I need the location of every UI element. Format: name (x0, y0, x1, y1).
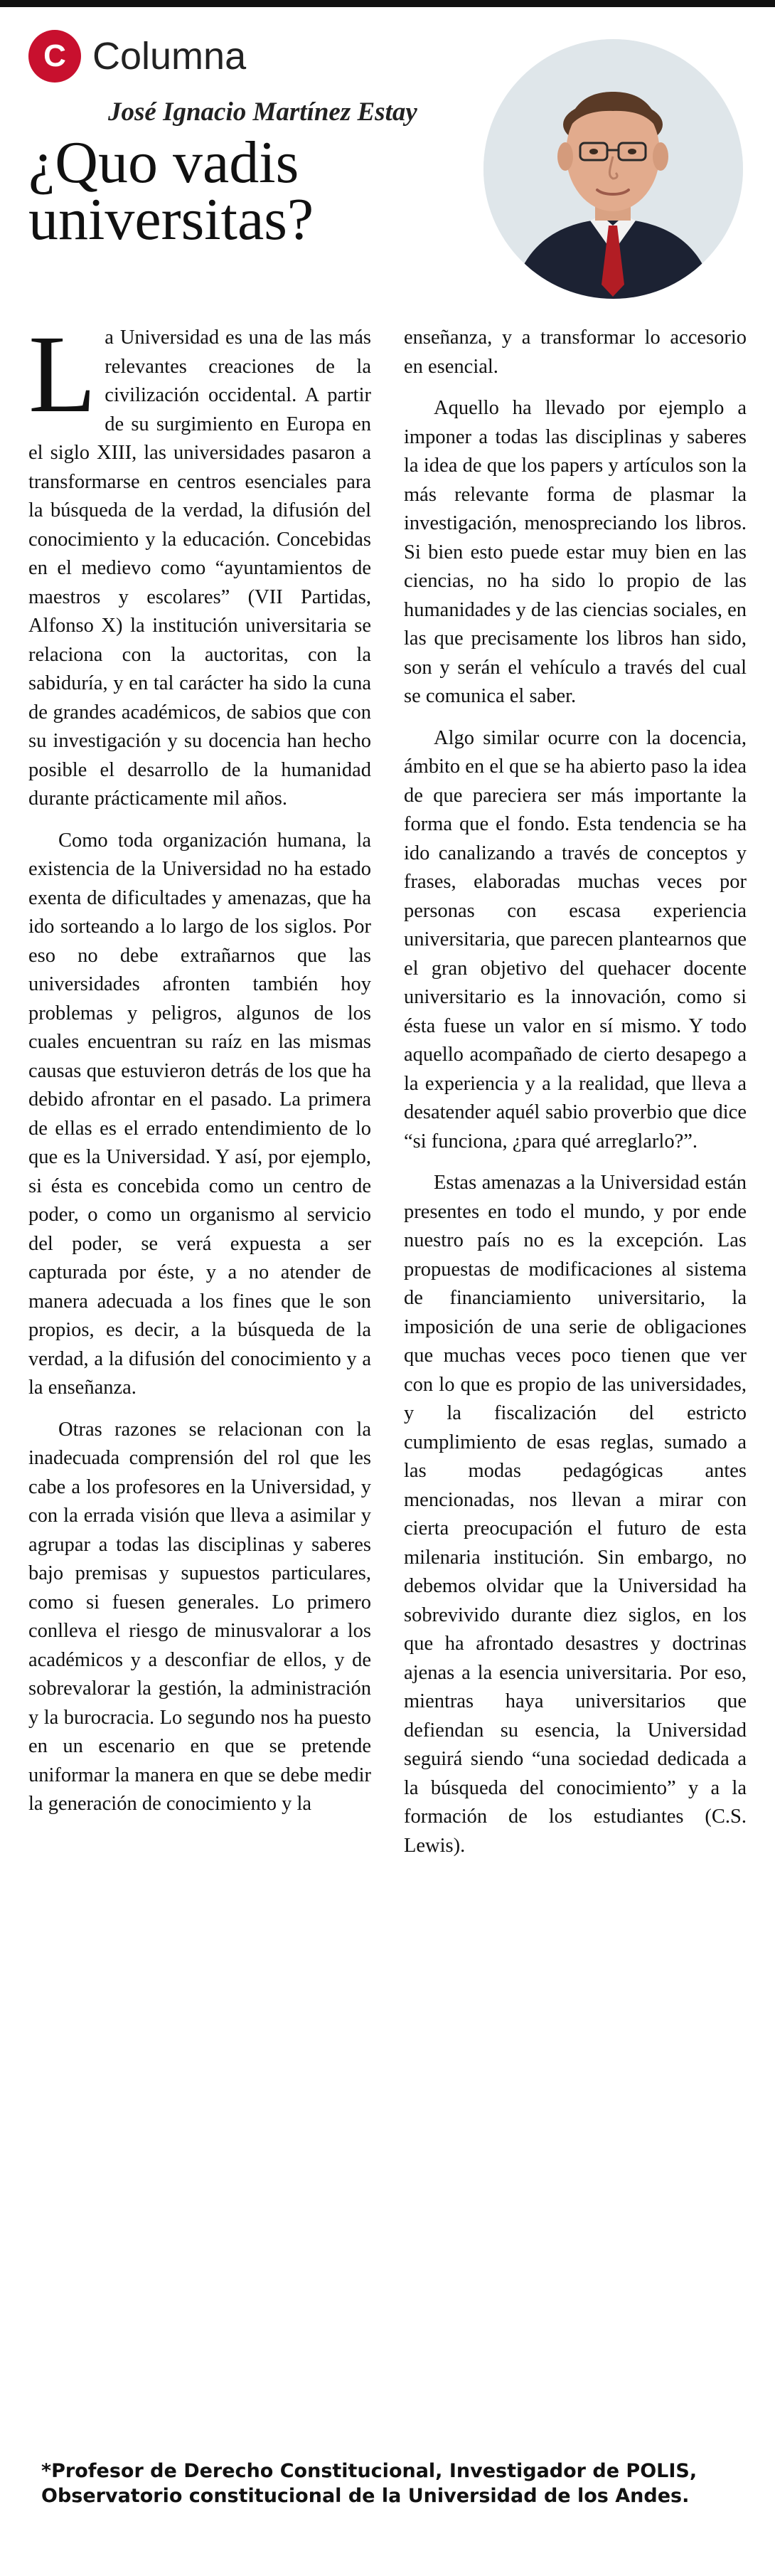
author-portrait-icon (483, 39, 743, 299)
section-label: Columna (92, 35, 247, 78)
title-line-1: ¿Quo vadis (28, 129, 299, 196)
paragraph-6: Estas amenazas a la Universidad están presentes en todo el mundo, y por ende nuestro país no es la excepción. Las propuestas de modificaciones al sistema de financiamiento universitario, la imposición de una serie de obligaciones que muchas veces poco tienen que ver con lo que es propio de las universidades, y la fiscalización del estricto cumplimiento de esas reglas, sumado a las modas pedagógicas antes mencionadas, nos llevan a mirar con cierta preocupación el futuro de esta milenaria institución. Sin embargo, no debemos olvidar que la Universidad ha sobrevivido durante diez siglos, en los que ha afrontado desastres y doctrinas ajenas a la esencia universitaria. Por eso, mientras haya universitarios que defiendan su esencia, la Universidad seguirá siendo “una sociedad dedicada a la búsqueda del conocimiento” y a la formación de los estudiantes (C.S. Lewis). (404, 1172, 747, 1857)
article-header (28, 30, 483, 253)
paragraph-4: Aquello ha llevado por ejemplo a imponer a todas las disciplinas y saberes la idea de que los papers y artículos son la más relevante forma de plasmar la investigación, menospreciando los libros. Si bien esto puede estar muy bien en las ciencias, no ha sido lo propio de las humanidades y de las ciencias sociales, en las que precisamente los libros han sido, son y serán el vehículo a través del cual se comunica el saber. (404, 397, 747, 707)
paragraph-5: Algo similar ocurre con la docencia, ámbito en el que se ha abierto paso la idea de que pareciera ser más importante la forma que el fondo. Esta tendencia se ha ido canalizando a través de conceptos y frases, elaboradas muchas veces por personas con escasa experiencia universitaria, que parecen plantearnos que el gran objetivo del quehacer docente universitario es la innovación, como si ésta fuese un valor en sí mismo. Y todo aquello acompañado de cierto desapego a la experiencia y a la realidad, que lleva a desatender aquél sabio proverbio que dice “si funciona, ¿para qué arreglarlo?”. (404, 726, 747, 1152)
section-badge: C (28, 30, 81, 83)
column-left (28, 312, 371, 1873)
article-body (28, 312, 747, 1873)
paragraph-2: Como toda organización humana, la existencia de la Universidad no ha estado exenta de dificultades y amenazas, que ha ido sorteando a lo largo de los siglos. Por eso no debe extrañarnos que las universidades afronten también hoy problemas y peligros, algunos de los cuales encuentran su raíz en las mismas causas que estuvieron detrás de los que ha debido afrontar en el pasado. La primera de ellas es el errado entendimiento de lo que es la Universidad. Y así, por ejemplo, si ésta es concebida como un centro de poder, o como un organismo al servicio del poder, se verá expuesta a ser capturada por éste, y a no atender de manera adecuada a los fines que le son propios, es decir, a la búsqueda de la verdad, a la difusión del conocimiento y a la enseñanza. (28, 829, 371, 1399)
section-row (28, 30, 483, 83)
author-name: José Ignacio Martínez Estay (108, 97, 417, 127)
paragraph-1-text: a Universidad es una de las más relevantes creaciones de la civilización occidental. A partir de su surgimiento en Europa en el siglo XIII, las universidades pasaron a transformarse en centros esenciales para la búsqueda de la verdad, la difusión del conocimiento y la educación. Concebidas en el medievo como “ayuntamientos de maestros y escolares” (VII Partidas, Alfonso X) la institución universitaria se relaciona con la auctoritas, con la sabiduría, y en tal carácter ha sido la cuna de grandes académicos, de sabios que con su investigación y su docencia han hecho posible el desarrollo de la humanidad durante prácticamente mil años. (28, 327, 371, 810)
portrait-illustration (483, 39, 743, 299)
column-right (404, 324, 747, 1873)
paragraph-1 (28, 312, 371, 814)
paragraph-3: Otras razones se relacionan con la inadecuada comprensión del rol que les cabe a los profesores en la Universidad, y con la errada visión que lleva a asimilar y agrupar a todas las disciplinas y saberes bajo premisas y supuestos particulares, como si fuesen generales. Lo primero conlleva el riesgo de minusvalorar a los académicos y a desconfiar de ellos, y de sobrevalorar la gestión, la administración y la burocracia. Lo segundo nos ha puesto en un escenario en que se pretende uniformar la manera en que se debe medir la generación de conocimiento y la (28, 1418, 371, 1815)
drop-cap: L (28, 312, 97, 435)
article-title (28, 129, 483, 253)
top-rule (0, 0, 775, 7)
paragraph-3-continued: enseñanza, y a transformar lo accesorio en esencial. (404, 327, 747, 378)
author-footnote: *Profesor de Derecho Constitucional, Investigador de POLIS, Observatorio constitucional de la Universidad de los Andes. (41, 2460, 698, 2507)
title-line-2: universitas? (28, 186, 314, 253)
